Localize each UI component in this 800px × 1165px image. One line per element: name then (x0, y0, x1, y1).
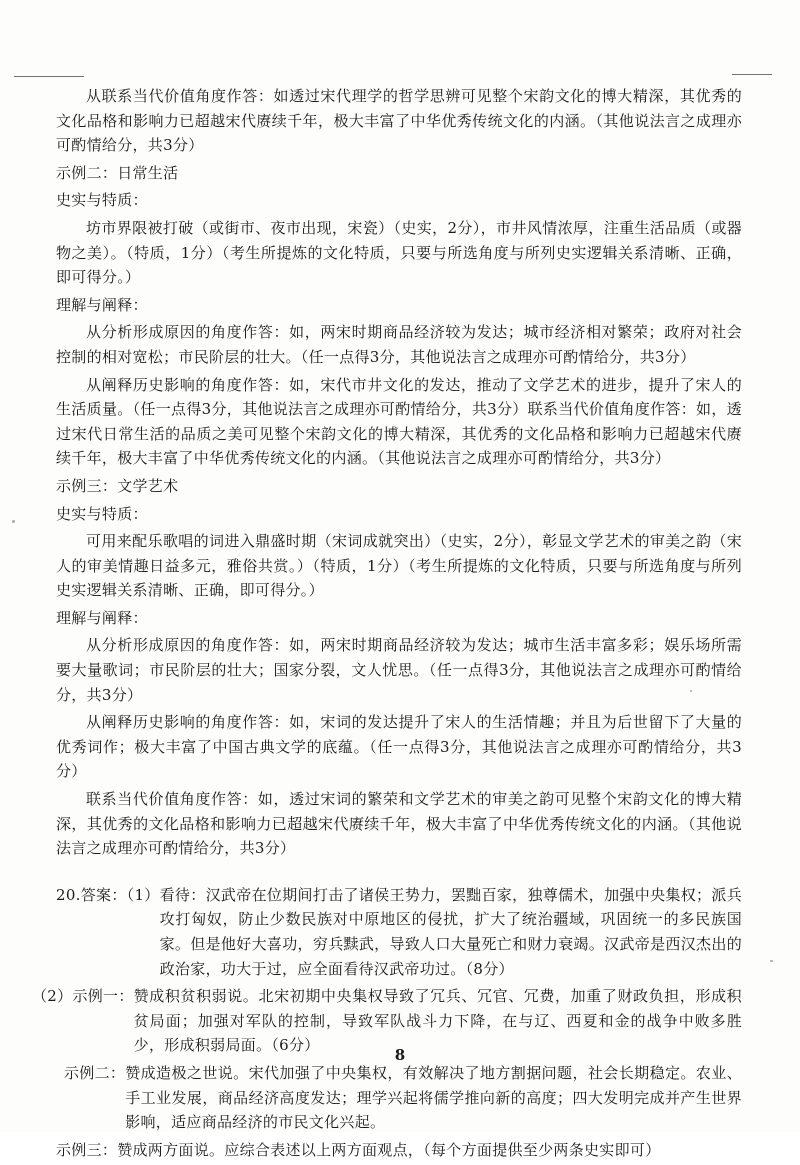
paragraph: 联系当代价值角度作答：如，透过宋词的繁荣和文学艺术的审美之韵可见整个宋韵文化的博大精深，其优秀的文化品格和影响力已超越宋代赓续千年，极大丰富了中华优秀传统文化的内涵。（其他说法言之成理亦可酌情给分，共3分） (56, 790, 742, 858)
paragraph: 可用来配乐歌唱的词进入鼎盛时期（宋词成就突出）（史实，2分），彰显文学艺术的审美之韵（宋人的审美情趣日益多元，雅俗共赏。）（特质，1分）（考生所提炼的文化特质，只要与所选角度与所列史实逻辑关系清晰、正确，即可得分。） (56, 532, 742, 600)
subheading: 理解与阐释： (56, 295, 148, 314)
answer-text: 赞成两方面说。应综合表述以上两方面观点，（每个方面提供至少两条史实即可） (117, 1140, 661, 1159)
example-heading: 示例三：文学艺术 (56, 476, 179, 495)
document-body (32, 84, 742, 1165)
example-heading: 示例二：日常生活 (56, 163, 179, 182)
scan-mark (732, 74, 772, 75)
scan-speck (12, 520, 15, 523)
answer-part-1 (56, 883, 742, 981)
answer-text: 赞成积贫积弱说。北宋初期中央集权导致了冗兵、冗官、冗费，加重了财政负担，形成积贫局面；加强对军队的控制，导致军队战斗力下降，在与辽、西夏和金的战争中败多胜少，形成积弱局面。（6分） (133, 987, 742, 1055)
paragraph: 从阐释历史影响的角度作答：如，宋代市井文化的发达，推动了文学艺术的进步，提升了宋人的生活质量。（任一点得3分，其他说法言之成理亦可酌情给分，共3分）联系当代价值角度作答：如，透过宋代日常生活的品质之美可见整个宋韵文化的博大精深，其优秀的文化品格和影响力已超越宋代赓续千年，极大丰富了中华优秀传统文化的内涵。（其他说法言之成理亦可酌情给分，共3分） (56, 375, 742, 468)
subheading: 理解与阐释： (56, 608, 148, 627)
answer-lead: 示例三： (56, 1140, 118, 1159)
answer-lead: 20.答案：（1） (56, 885, 160, 904)
paragraph: 从阐释历史影响的角度作答：如，宋词的发达提升了宋人的生活情趣；并且为后世留下了大量的优秀词作；极大丰富了中国古典文学的底蕴。（任一点得3分，其他说法言之成理亦可酌情给分，共3分） (56, 713, 742, 781)
subheading: 史实与特质： (56, 191, 148, 210)
answer-lead: 示例二： (64, 1063, 126, 1082)
paragraph: 从分析形成原因的角度作答：如，两宋时期商品经济较为发达；城市经济相对繁荣；政府对社会控制的相对宽松；市民阶层的壮大。（任一点得3分，其他说法言之成理亦可酌情给分，共3分） (56, 323, 742, 366)
page-number: 8 (394, 1046, 406, 1064)
answer-text: 赞成造极之世说。宋代加强了中央集权，有效解决了地方割据问题，社会长期稳定。农业、手工业发展，商品经济高度发达；理学兴起将儒学推向新的高度；四大发明完成并产生世界影响，适应商品经济的市民文化兴起。 (125, 1063, 742, 1132)
answer-part-2-example-3 (56, 1138, 742, 1163)
paragraph: 从联系当代价值角度作答：如透过宋代理学的哲学思辨可见整个宋韵文化的博大精深，其优秀的文化品格和影响力已超越宋代赓续千年，极大丰富了中华优秀传统文化的内涵。（其他说法言之成理亦可酌情给分，共3分） (56, 87, 742, 155)
answer-lead: （2）示例一： (32, 987, 134, 1006)
subheading: 史实与特质： (56, 504, 148, 523)
answer-text: 看待：汉武帝在位期间打击了诸侯王势力，罢黜百家，独尊儒术，加强中央集权；派兵攻打匈奴，防止少数民族对中原地区的侵扰，扩大了统治疆域，巩固统一的多民族国家。但是他好大喜功，穷兵黩武，导致人口大量死亡和财力衰竭。汉武帝是西汉杰出的政治家，功大于过，应全面看待汉武帝功过。（8分） (159, 885, 742, 978)
paragraph: 从分析形成原因的角度作答：如，两宋时期商品经济较为发达；城市生活丰富多彩；娱乐场所需要大量歌词；市民阶层的壮大；国家分裂，文人忧思。（任一点得3分，其他说法言之成理亦可酌情给分，共3分） (56, 636, 742, 704)
scan-speck (770, 960, 773, 962)
answer-part-2-example-2 (64, 1061, 742, 1135)
paragraph: 坊市界限被打破（或街市、夜市出现，宋瓷）（史实，2分），市井风情浓厚，注重生活品质（或器物之美）。（特质，1分）（考生所提炼的文化特质，只要与所选角度与所列史实逻辑关系清晰、正确，即可得分。） (56, 218, 742, 287)
scan-mark (14, 76, 84, 77)
question-20-answer (32, 883, 742, 1163)
